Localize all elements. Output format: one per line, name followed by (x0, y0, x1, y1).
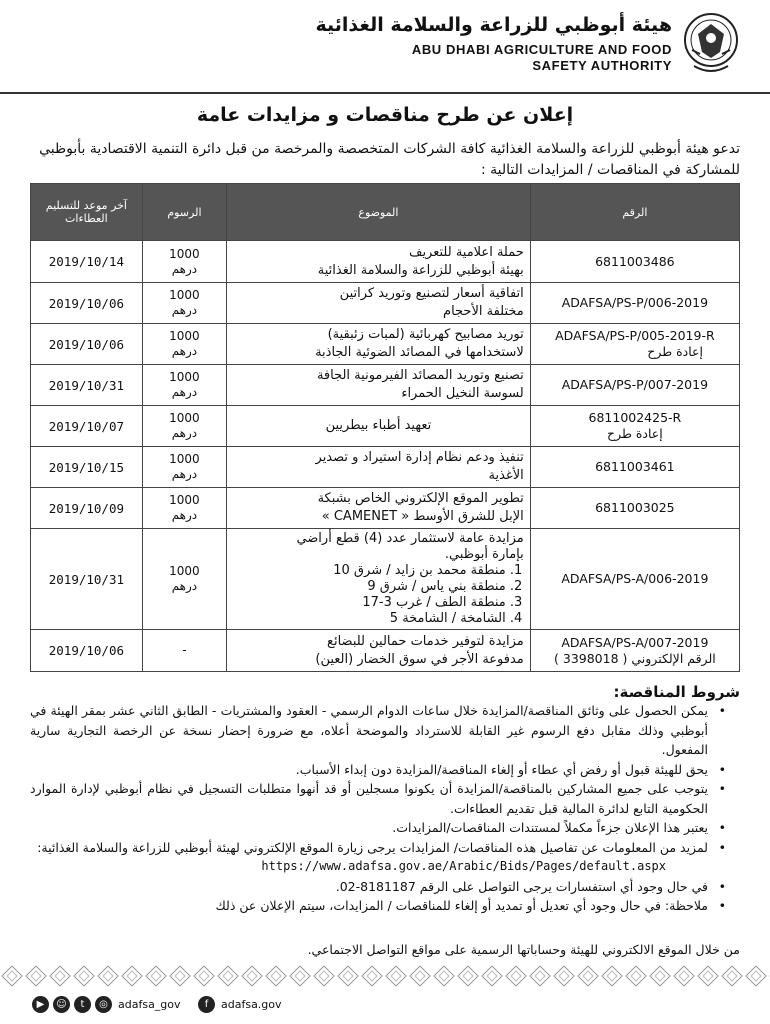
subject-text: بإمارة أبوظبي. (444, 547, 524, 562)
cell-deadline: 2019/10/07 (31, 406, 143, 447)
condition-text: يعتبر هذا الإعلان جزءاً مكملاً لمستندات المناقصات/المزايدات. (392, 820, 708, 835)
cell-fee (142, 630, 226, 672)
table-row (31, 529, 740, 630)
subject-text: مزايدة عامة لاستثمار عدد (4) قطع أراضي (296, 531, 524, 546)
cell-deadline: 2019/10/06 (31, 630, 143, 672)
fee-amount: 1000 (169, 564, 200, 578)
cell-fee (142, 283, 226, 324)
cell-number (530, 241, 739, 283)
website-url-link[interactable]: https://www.adafsa.gov.ae/Arabic/Bids/Pages/default.aspx (261, 859, 666, 873)
number-text: 6811003486 (595, 253, 675, 269)
fee-amount: 1000 (169, 452, 200, 466)
header-deadline: آخر موعد للتسليم العطاءات (31, 184, 143, 241)
cell-deadline: 2019/10/14 (31, 241, 143, 283)
subject-text: اتفاقية أسعار لتصنيع وتوريد كراتين (339, 286, 524, 301)
cell-deadline: 2019/10/15 (31, 447, 143, 488)
number-text: 6811003461 (595, 459, 675, 474)
number-note: إعادة طرح (647, 344, 703, 359)
cell-number (530, 406, 739, 447)
condition-text: يتوجب على جميع المشاركين بالمناقصة/المزايدة أن يكونوا مسجلين أو قد أنهوا متطلبات التسجيل في نظام أبوظبي لإدارة الموارد الحكومية التابع لدائرة المالية قبل تقديم العطاءات. (30, 781, 708, 816)
header-subject: الموضوع (227, 184, 531, 241)
plot-item: 2. منطقة بني ياس / شرق 9 (233, 579, 506, 595)
condition-item (30, 896, 730, 916)
cell-number (530, 529, 739, 630)
conditions-list (30, 701, 730, 916)
cell-fee (142, 241, 226, 283)
bullet-icon: • (718, 839, 726, 855)
plot-item: 1. منطقة محمد بن زايد / شرق 10 (233, 563, 506, 579)
fee-currency: درهم (171, 261, 198, 276)
fee-amount: 1000 (169, 370, 200, 384)
table-header-row (31, 184, 740, 241)
footer (0, 992, 770, 1020)
fee-currency: درهم (171, 303, 198, 317)
plot-item: 4. الشامخة / الشامخة 5 (233, 611, 506, 627)
fee-currency: درهم (171, 426, 198, 440)
cell-number (530, 488, 739, 529)
condition-text: ملاحظة: في حال وجود أي تعديل أو تمديد أو إلغاء للمناقصات / المزايدات، سيتم الإعلان عن ذلك (215, 898, 708, 913)
footnote: من خلال الموقع الالكتروني للهيئة وحساباتها الرسمية على مواقع التواصل الاجتماعي. (307, 942, 740, 957)
condition-item (30, 760, 730, 780)
cell-subject (227, 406, 531, 447)
number-text: ADAFSA/PS-A/006-2019 (561, 571, 709, 586)
fee-currency: درهم (171, 344, 198, 358)
table-row (31, 365, 740, 406)
cell-fee (142, 488, 226, 529)
fee-amount: - (182, 643, 187, 657)
social-group-1 (32, 996, 181, 1013)
facebook-icon[interactable]: f (198, 996, 215, 1013)
subject-text: تطوير الموقع الإلكتروني الخاص بشبكة (317, 491, 524, 506)
cell-fee (142, 529, 226, 630)
cell-subject (227, 529, 531, 630)
cell-subject (227, 630, 531, 672)
fee-amount: 1000 (169, 493, 200, 507)
cell-number (530, 324, 739, 365)
table-row (31, 630, 740, 672)
cell-subject (227, 447, 531, 488)
social-group-2 (198, 996, 282, 1013)
subject-text: حملة اعلامية للتعريف (408, 244, 524, 260)
cell-subject (227, 283, 531, 324)
bullet-icon: • (718, 761, 726, 777)
subject-text: الإبل للشرق الأوسط « CAMENET » (321, 509, 524, 524)
bullet-icon: • (718, 820, 726, 835)
cell-deadline: 2019/10/06 (31, 283, 143, 324)
cell-number (530, 630, 739, 672)
subject-text: بهيئة أبوظبي للزراعة والسلامة الغذائية (317, 262, 524, 278)
cell-fee (142, 406, 226, 447)
instagram-icon[interactable]: ◎ (95, 996, 112, 1013)
social-handle-2[interactable]: adafsa.gov (221, 998, 282, 1011)
social-handle-1[interactable]: adafsa_gov (118, 998, 181, 1011)
condition-text: لمزيد من المعلومات عن تفاصيل هذه المناقصات/ المزايدات يرجى زيارة الموقع الإلكتروني لهيئة أبوظبي للزراعة والسلامة الغذائية: (37, 839, 708, 855)
bullet-icon: • (718, 703, 726, 718)
cell-deadline: 2019/10/31 (31, 365, 143, 406)
fee-amount: 1000 (169, 246, 200, 261)
subject-text: مختلفة الأحجام (443, 304, 524, 319)
youtube-icon[interactable]: ▶ (32, 996, 49, 1013)
bullet-icon: • (718, 781, 726, 796)
conditions-title: شروط المناقصة: (613, 683, 740, 701)
tenders-table (30, 183, 740, 672)
cell-number (530, 447, 739, 488)
number-text: ADAFSA/PS-P/006-2019 (561, 295, 709, 310)
cell-deadline: 2019/10/31 (31, 529, 143, 630)
cell-fee (142, 447, 226, 488)
header (0, 0, 770, 92)
table-row (31, 241, 740, 283)
table-row (31, 406, 740, 447)
condition-text: يحق للهيئة قبول أو رفض أي عطاء أو إلغاء المناقصة/المزايدة دون إبداء الأسباب. (295, 761, 708, 777)
cell-fee (142, 365, 226, 406)
table-row (31, 447, 740, 488)
cell-number (530, 283, 739, 324)
header-fee: الرسوم (142, 184, 226, 241)
org-name-arabic: هيئة أبوظبي للزراعة والسلامة الغذائية (315, 14, 672, 36)
intro-paragraph: تدعو هيئة أبوظبي للزراعة والسلامة الغذائية كافة الشركات المتخصصة والمرخصة من قبل دائرة التنمية الاقتصادية بأبوظبي للمشاركة في المناقصات / المزايدات التالية : (39, 141, 740, 178)
number-note: الرقم الإلكتروني ( 3398018 ) (554, 650, 716, 666)
number-text: ADAFSA/PS-A/007-2019 (561, 634, 709, 650)
subject-text: مدفوعة الأجر في سوق الخضار (العين) (315, 651, 524, 667)
table-row (31, 324, 740, 365)
condition-text: في حال وجود أي استفسارات يرجى التواصل على الرقم 8181187-02. (335, 878, 708, 894)
number-note: إعادة طرح (607, 426, 663, 441)
decorative-pattern (0, 964, 770, 988)
plots-list (233, 563, 524, 627)
fee-amount: 1000 (169, 288, 200, 302)
condition-text: يمكن الحصول على وثائق المناقصة/المزايدة خلال ساعات الدوام الرسمي - العقود والمشتريات - الطابق الثاني عشر بمقر الهيئة في أبوظبي وذلك مقابل دفع الرسوم غير القابلة للاسترداد والموضحة أعلاه، مع ضرورة إحضار نسخة عن الرخصة التجارية سارية المفعول. (30, 703, 708, 757)
header-divider (0, 92, 770, 94)
subject-text: الأغذية (488, 468, 524, 483)
bullet-icon: • (718, 878, 726, 894)
falcon-emblem-icon (682, 10, 740, 78)
fee-amount: 1000 (169, 411, 200, 425)
cell-deadline: 2019/10/06 (31, 324, 143, 365)
subject-text: تعهيد أطباء بيطريين (325, 418, 432, 433)
number-text: ADAFSA/PS-P/005-2019-R (555, 328, 715, 343)
subject-text: تصنيع وتوريد المصائد الفيرمونية الجافة (316, 368, 524, 383)
table-row (31, 488, 740, 529)
bullet-icon: • (718, 898, 726, 913)
subject-text: توريد مصابيح كهربائية (لمبات زئبقية) (327, 327, 524, 342)
fee-currency: درهم (171, 467, 198, 481)
subject-text: مزايدة لتوفير خدمات حمالين للبضائع (327, 633, 524, 649)
plot-item: 3. منطقة الطف / غرب 3-17 (233, 595, 506, 611)
cell-deadline: 2019/10/09 (31, 488, 143, 529)
org-name-english-line2: SAFETY AUTHORITY (532, 58, 672, 73)
number-text: 6811003025 (595, 500, 675, 515)
cell-fee (142, 324, 226, 365)
snapchat-icon[interactable]: ☺ (53, 996, 70, 1013)
cell-subject (227, 324, 531, 365)
number-text: 6811002425-R (588, 410, 682, 425)
cell-subject (227, 365, 531, 406)
cell-number (530, 365, 739, 406)
table-row (31, 283, 740, 324)
fee-currency: درهم (171, 579, 198, 593)
header-number: الرقم (530, 184, 739, 241)
subject-text: لاستخدامها في المصائد الضوئية الجاذبة (315, 345, 524, 360)
org-name-english-line1: ABU DHABI AGRICULTURE AND FOOD (411, 42, 672, 57)
condition-item (30, 877, 730, 897)
page-title: إعلان عن طرح مناقصات و مزايدات عامة (196, 104, 574, 126)
fee-currency: درهم (171, 385, 198, 399)
fee-currency: درهم (171, 508, 198, 522)
condition-item (30, 818, 730, 838)
cell-subject (227, 488, 531, 529)
cell-subject (227, 241, 531, 283)
website-url-item (30, 857, 730, 877)
condition-item (30, 701, 730, 760)
condition-item (30, 779, 730, 818)
fee-amount: 1000 (169, 329, 200, 343)
number-text: ADAFSA/PS-P/007-2019 (561, 377, 709, 392)
twitter-icon[interactable]: t (74, 996, 91, 1013)
condition-item (30, 838, 730, 858)
subject-text: تنفيذ ودعم نظام إدارة استيراد و تصدير (315, 450, 524, 465)
subject-text: لسوسة النخيل الحمراء (401, 386, 524, 401)
